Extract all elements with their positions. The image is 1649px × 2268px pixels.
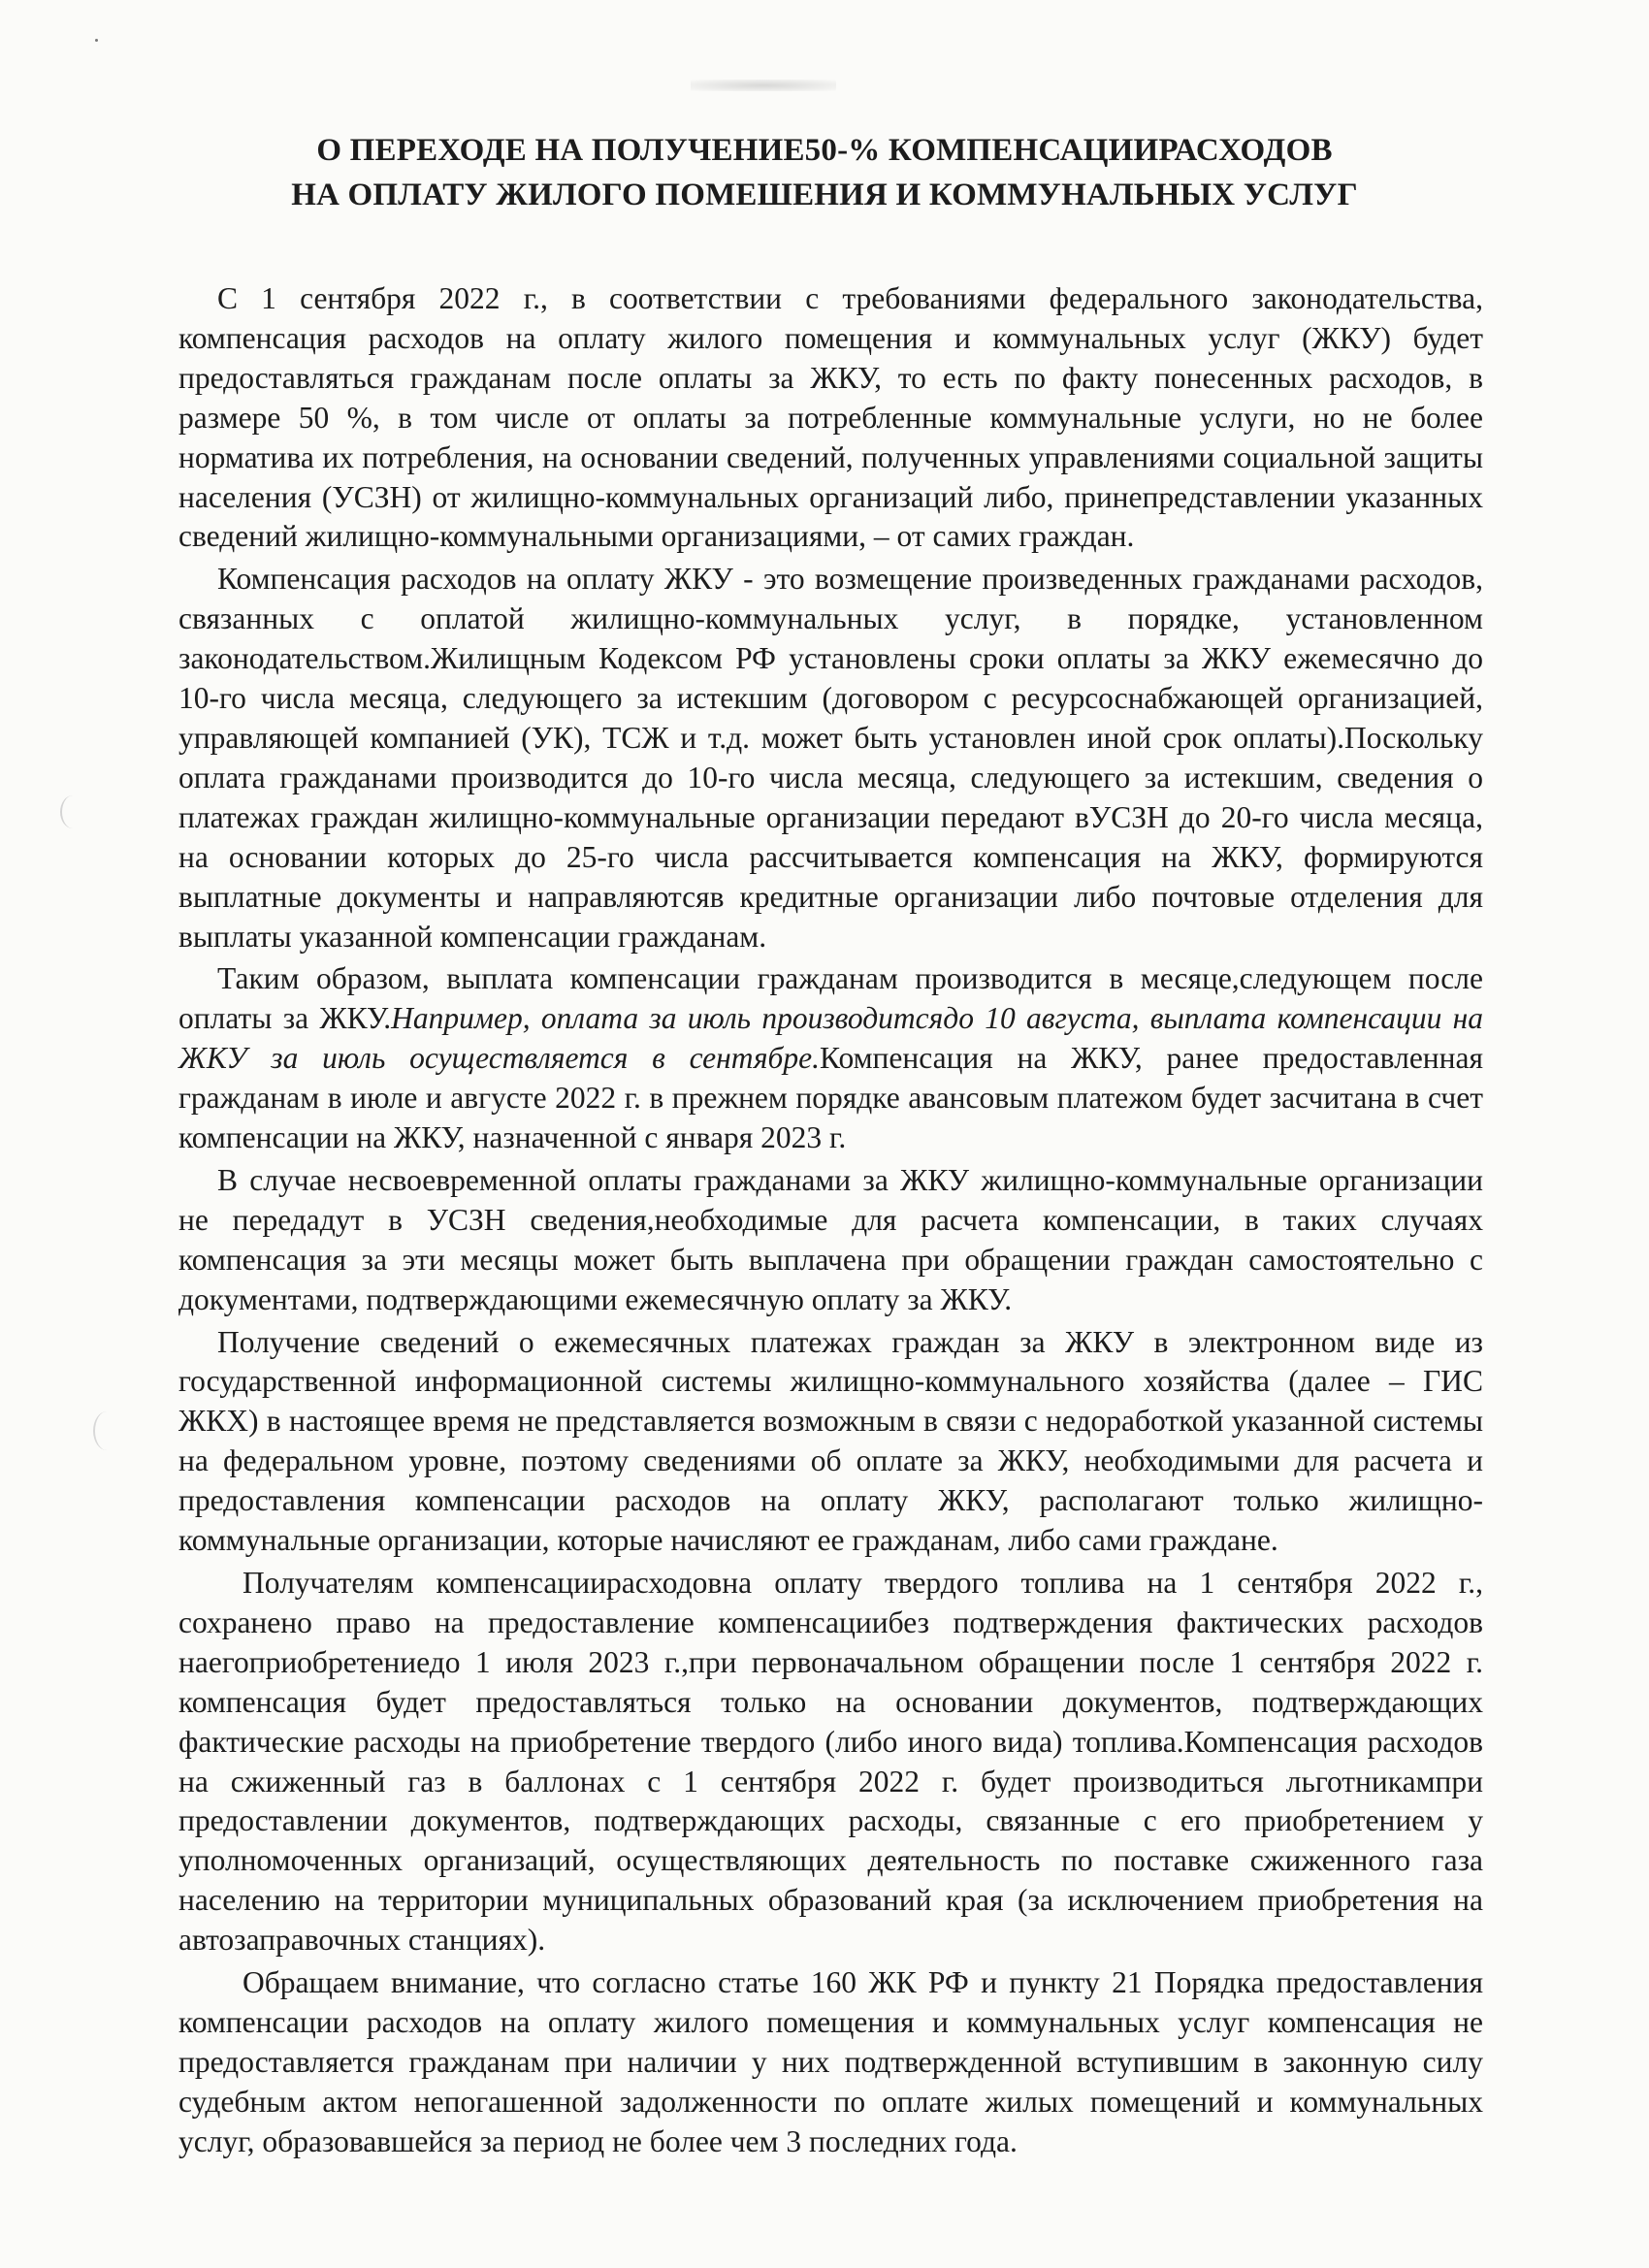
document-title — [194, 128, 1455, 217]
scan-speck — [95, 39, 98, 42]
paragraph-5: Получение сведений о ежемесячных платежах граждан за ЖКУ в электронном виде из государственной информационной системы жилищно-коммунального хозяйства (далее – ГИС ЖКХ) в настоящее время не представляется возможным в связи с недоработкой указанной системы на федеральном уровне, поэтому сведениями об оплате за ЖКУ, необходимыми для расчета и предоставления компенсации расходов на оплату ЖКУ, располагают только жилищно-коммунальные организации, которые начисляют ее гражданам, либо сами граждане. — [178, 1324, 1483, 1558]
scan-crease-mark-2 — [93, 1411, 120, 1450]
paragraph-2: Компенсация расходов на оплату ЖКУ - это возмещение произведенных гражданами расходов, связанных с оплатой жилищно-коммунальных услуг, в порядке, установленном законодательством.Жилищным Кодексом РФ установлены сроки оплаты за ЖКУ ежемесячно до 10-го числа месяца, следующего за истекшим (договором с ресурсоснабжающей организацией, управляющей компанией (УК), ТСЖ и т.д. может быть установлен иной срок оплаты).Поскольку оплата гражданами производится до 10-го числа месяца, следующего за истекшим, сведения о платежах граждан жилищно-коммунальные организации передают вУСЗН до 20-го числа месяца, на основании которых до 25-го числа рассчитывается компенсация на ЖКУ, формируются выплатные документы и направляютсяв кредитные организации либо почтовые отделения для выплаты указанной компенсации гражданам. — [178, 562, 1483, 954]
paragraph-3 — [178, 959, 1483, 1158]
scan-crease-mark — [60, 795, 85, 828]
document-body — [178, 279, 1483, 2165]
paragraph-3-example: Например, оплата за июль производитсядо 10 августа, выплата компенсации на ЖКУ за июль осуществляется в сентябре. — [178, 1001, 1483, 1076]
paragraph-7: Обращаем внимание, что согласно статье 160 ЖК РФ и пункту 21 Порядка предоставления компенсации расходов на оплату жилого помещения и коммунальных услуг компенсация не предоставляется гражданам при наличии у них подтвержденной вступившим в законную силу судебным актом непогашенной задолженности по оплате жилых помещений и коммунальных услуг, образовавшейся за период не более чем 3 последних года. — [178, 1965, 1483, 2158]
paragraph-4: В случае несвоевременной оплаты гражданами за ЖКУ жилищно-коммунальные организации не передадут в УСЗН сведения,необходимые для расчета компенсации, в таких случаях компенсация за эти месяцы может быть выплачена при обращении граждан самостоятельно с документами, подтверждающими ежемесячную оплату за ЖКУ. — [178, 1162, 1483, 1316]
scan-smudge — [691, 80, 836, 91]
paragraph-6: Получателям компенсациирасходовна оплату твердого топлива на 1 сентября 2022 г., сохранено право на предоставление компенсациибез подтверждения фактических расходов наегоприобретениедо 1 июля 2023 г.,при первоначальном обращении после 1 сентября 2022 г. компенсация будет предоставляться только на основании документов, подтверждающих фактические расходы на приобретение твердого (либо иного вида) топлива.Компенсация расходов на сжиженный газ в баллонах с 1 сентября 2022 г. будет производиться льготникампри предоставлении документов, подтверждающих расходы, связанные с его приобретением у уполномоченных организаций, осуществляющих деятельность по поставке сжиженного газа населению на территории муниципальных образований края (за исключением приобретения на автозаправочных станциях). — [178, 1566, 1483, 1958]
paragraph-3-end: Компенсация на ЖКУ, ранее предоставленная гражданам в июле и августе 2022 г. в прежнем порядке авансовым платежом будет засчитана в счет компенсации на ЖКУ, назначенной с января 2023 г. — [178, 1041, 1483, 1155]
paragraph-3-start: Таким образом, выплата компенсации гражданам производится в месяце,следующем после оплаты за ЖКУ. — [178, 961, 1483, 1036]
title-line-1: О ПЕРЕХОДЕ НА ПОЛУЧЕНИЕ50-% КОМПЕНСАЦИИРАСХОДОВ — [316, 133, 1333, 168]
title-line-2: НА ОПЛАТУ ЖИЛОГО ПОМЕШЕНИЯ И КОММУНАЛЬНЫХ УСЛУГ — [291, 178, 1358, 212]
paragraph-1: С 1 сентября 2022 г., в соответствии с требованиями федерального законодательства, компенсация расходов на оплату жилого помещения и коммунальных услуг (ЖКУ) будет предоставляться гражданам после оплаты за ЖКУ, то есть по факту понесенных расходов, в размере 50 %, в том числе от оплаты за потребленные коммунальные услуги, но не более норматива их потребления, на основании сведений, полученных управлениями социальной защиты населения (УСЗН) от жилищно-коммунальных организаций либо, принепредставлении указанных сведений жилищно-коммунальными организациями, – от самих граждан. — [178, 281, 1483, 554]
